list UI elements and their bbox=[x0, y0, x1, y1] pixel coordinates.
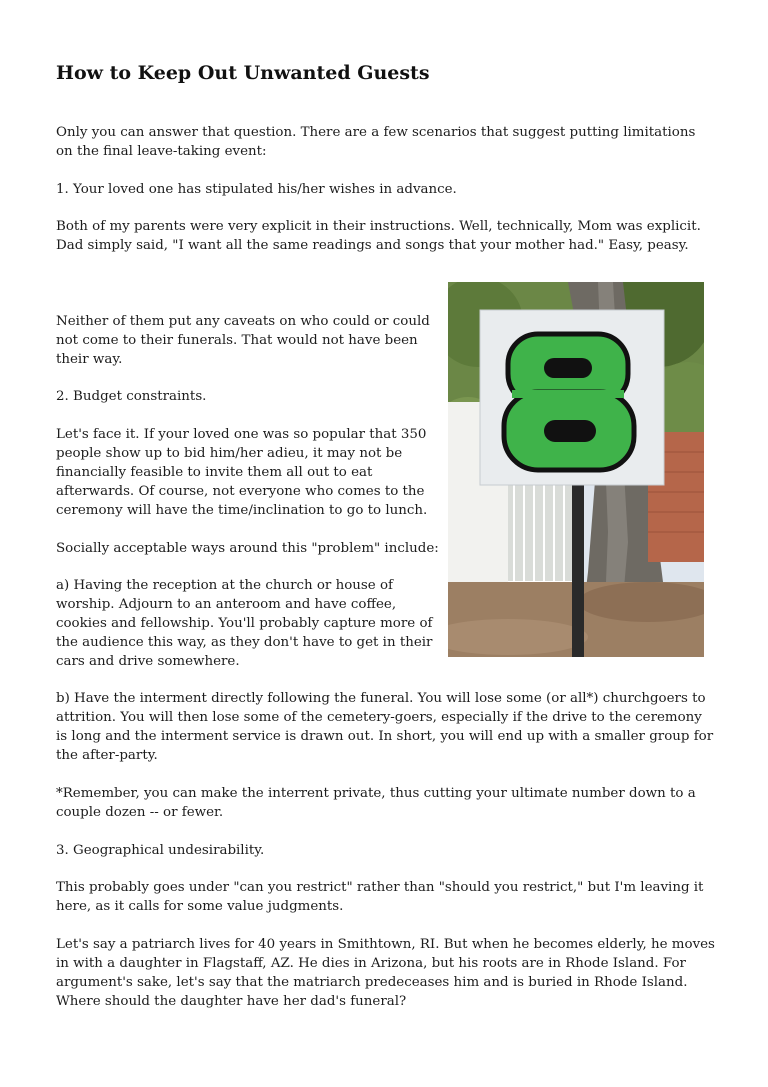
paragraph-intro: Only you can answer that question. There are a few scenarios that suggest putting limitations on the final leave-taking event: bbox=[56, 125, 696, 159]
sign-number-8 bbox=[504, 334, 634, 470]
paragraph-budget: Let's face it. If your loved one was so popular that 350 people show up to bid him/her adieu, it may not be financially feasible to invite them all out to eat afterwards. Of course, not everyone who comes to the ceremony will have the time/inclination to go to lunch. bbox=[56, 427, 428, 518]
paragraph-ways-around: Socially acceptable ways around this "problem" include: bbox=[56, 541, 439, 556]
paragraph-footnote: *Remember, you can make the interrent private, thus cutting your ultimate number down to a couple dozen -- or fewer. bbox=[56, 786, 696, 820]
paragraph-geography: This probably goes under "can you restrict" rather than "should you restrict," but I'm leaving it here, as it calls for some value judgments. bbox=[56, 880, 704, 914]
sign-photo bbox=[448, 282, 704, 657]
article-title: How to Keep Out Unwanted Guests bbox=[56, 62, 430, 84]
paragraph-option-b: b) Have the interment directly following the funeral. You will lose some (or all*) churchgoers to attrition. You will then lose some of the cemetery-goers, especially if the drive to the ceremony is long and the interment service is drawn out. In short, you will end up with a smaller group for the after-party. bbox=[56, 691, 714, 763]
paragraph-no-caveats: Neither of them put any caveats on who could or could not come to their funerals. That would not have been their way. bbox=[56, 314, 430, 367]
paragraph-point-2-heading: 2. Budget constraints. bbox=[56, 389, 207, 404]
paragraph-option-a: a) Having the reception at the church or house of worship. Adjourn to an anteroom and have coffee, cookies and fellowship. You'll probably capture more of the audience this way, as they don't have to get in their cars and drive somewhere. bbox=[56, 578, 433, 669]
paragraph-parents: Both of my parents were very explicit in their instructions. Well, technically, Mom was explicit. Dad simply said, "I want all the same readings and songs that your mother had." Easy, peasy. bbox=[56, 219, 701, 253]
paragraph-point-1-heading: 1. Your loved one has stipulated his/her wishes in advance. bbox=[56, 182, 457, 197]
paragraph-point-3-heading: 3. Geographical undesirability. bbox=[56, 843, 265, 858]
paragraph-patriarch: Let's say a patriarch lives for 40 years in Smithtown, RI. But when he becomes elderly, he moves in with a daughter in Flagstaff, AZ. He dies in Arizona, but his roots are in Rhode Island. For argument's sake, let's say that the matriarch predeceases him and is buried in Rhode Island. Where should the daughter have her dad's funeral? bbox=[56, 937, 715, 1009]
